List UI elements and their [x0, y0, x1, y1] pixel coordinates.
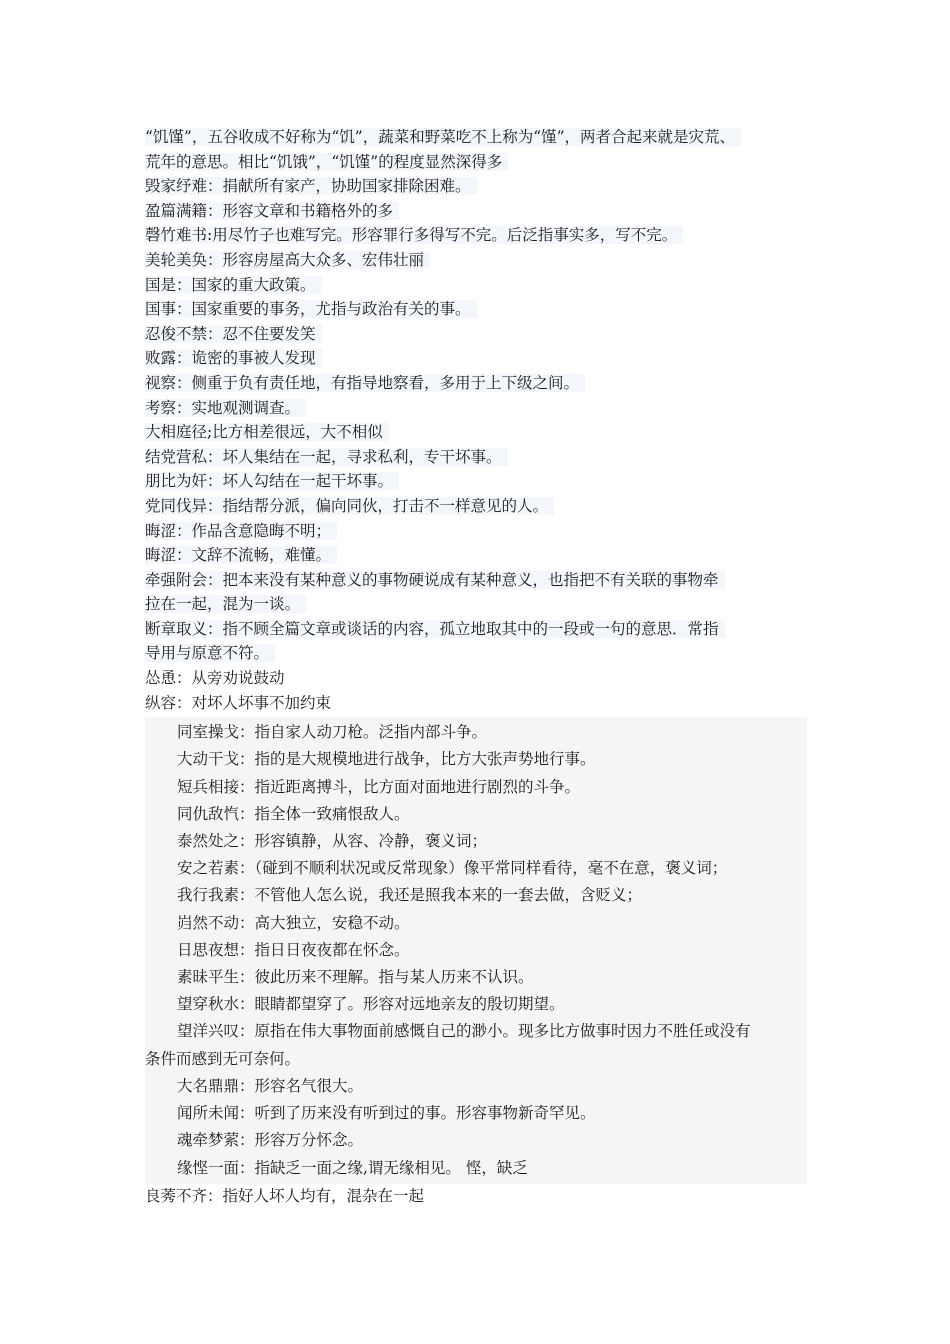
entry-text: 磬竹难书:用尽竹子也难写完。形容罪行多得写不完。后泛指事实多，写不完。	[145, 226, 683, 244]
intro-line	[145, 150, 825, 175]
entry-line	[145, 1184, 825, 1209]
entry-line	[145, 371, 825, 396]
entry-line	[145, 469, 825, 494]
entry-line	[145, 445, 825, 470]
entry-line	[145, 519, 825, 544]
entry-text: 忍俊不禁：忍不住要发笑	[145, 325, 322, 343]
block-line: 短兵相接：指近距离搏斗，比方面对面地进行剧烈的斗争。	[177, 777, 581, 796]
entry-line	[145, 273, 825, 298]
entry-text: 大相庭径;比方相差很远，大不相似	[145, 423, 389, 441]
block-line: 日思夜想：指日日夜夜都在怀念。	[177, 940, 410, 959]
entry-text: 党同伐异：指结帮分派，偏向同伙，打击不一样意见的人。	[145, 497, 554, 515]
document-body	[145, 125, 825, 1208]
entry-text: 怂恿：从旁劝说鼓动	[145, 669, 285, 688]
entry-text: 毁家纾难：捐献所有家产，协助国家排除困难。	[145, 177, 477, 195]
entry-line	[145, 322, 825, 347]
block-line: 魂牵梦萦：形容万分怀念。	[177, 1131, 364, 1150]
entry-line	[145, 248, 825, 273]
entry-text: 导用与原意不符。	[145, 644, 275, 662]
entry-text: 断章取义：指不顾全篇文章或谈话的内容，孤立地取其中的一段或一句的意思．常指	[145, 620, 725, 638]
entry-line	[145, 543, 825, 568]
entry-text: 败露：诡密的事被人发现	[145, 349, 322, 367]
entry-text: 拉在一起，混为一谈。	[145, 595, 306, 613]
entry-line	[145, 617, 825, 642]
intro-line	[145, 125, 825, 150]
entry-line	[145, 199, 825, 224]
entry-line	[145, 691, 825, 716]
block-line: 我行我素：不管他人怎么说，我还是照我本来的一套去做，含贬义；	[177, 886, 643, 905]
entry-text: 考察：实地观测调查。	[145, 399, 306, 417]
entry-text: 纵容：对坏人坏事不加约束	[145, 693, 332, 712]
entry-text: 国是：国家的重大政策。	[145, 276, 322, 294]
block-line: 岿然不动：高大独立，安稳不动。	[177, 913, 410, 932]
block-line: 缘悭一面：指缺乏一面之缘,谓无缘相见。 悭，缺乏	[177, 1158, 528, 1177]
intro-text-1: “饥馑”，五谷收成不好称为“饥”，蔬菜和野菜吃不上称为“馑”，两者合起来就是灾荒、	[145, 128, 741, 146]
block-line: 同仇敌忾：指全体一致痛恨敌人。	[177, 804, 410, 823]
entry-line	[145, 494, 825, 519]
entry-line	[145, 641, 825, 666]
entry-text: 晦涩：文辞不流畅，难懂。	[145, 546, 337, 564]
entry-line	[145, 174, 825, 199]
block-line: 泰然处之：形容镇静，从容、冷静，褒义词；	[177, 832, 488, 851]
block-line: 大名鼎鼎：形容名气很大。	[177, 1076, 364, 1095]
intro-text-2: 荒年的意思。相比“饥饿”，“饥馑”的程度显然深得多	[145, 153, 508, 171]
entry-text: 盈篇满籍：形容文章和书籍格外的多	[145, 202, 399, 220]
block-line: 望穿秋水：眼睛都望穿了。形容对远地亲友的殷切期望。	[177, 995, 565, 1014]
block-line: 闻所未闻：听到了历来没有听到过的事。形容事物新奇罕见。	[177, 1104, 596, 1123]
entry-line	[145, 420, 825, 445]
shaded-block	[145, 717, 807, 1183]
entry-text: 美轮美奂：形容房屋高大众多、宏伟壮丽	[145, 251, 430, 269]
entry-text: 朋比为奸：坏人勾结在一起干坏事。	[145, 472, 399, 490]
entry-text: 结党营私：坏人集结在一起，寻求私利，专干坏事。	[145, 448, 508, 466]
entry-line	[145, 297, 825, 322]
entry-text: 牵强附会：把本来没有某种意义的事物硬说成有某种意义，也指把不有关联的事物牵	[145, 571, 725, 589]
entry-text: 视察：侧重于负有责任地，有指导地察看，多用于上下级之间。	[145, 374, 585, 392]
entry-line	[145, 223, 825, 248]
final-entry-text: 良莠不齐：指好人坏人均有，混杂在一起	[145, 1186, 425, 1205]
block-line: 安之若素：（碰到不顺利状况或反常现象）像平常同样看待，毫不在意，褒义词；	[177, 859, 728, 878]
entry-text: 晦涩：作品含意隐晦不明；	[145, 522, 337, 540]
block-line: 素昧平生：彼此历来不理解。指与某人历来不认识。	[177, 968, 534, 987]
entry-line	[145, 666, 825, 691]
block-line: 同室操戈：指自家人动刀枪。泛指内部斗争。	[177, 723, 488, 742]
entry-line	[145, 592, 825, 617]
block-line: 大动干戈：指的是大规模地进行战争，比方大张声势地行事。	[177, 750, 596, 769]
entry-text: 国事：国家重要的事务，尤指与政治有关的事。	[145, 300, 477, 318]
entry-line	[145, 346, 825, 371]
entry-line	[145, 396, 825, 421]
block-line: 望洋兴叹：原指在伟大事物面前感慨自己的渺小。现多比方做事时因力不胜任或没有	[177, 1022, 751, 1041]
entry-line	[145, 568, 825, 593]
block-line: 条件而感到无可奈何。	[145, 1049, 301, 1068]
